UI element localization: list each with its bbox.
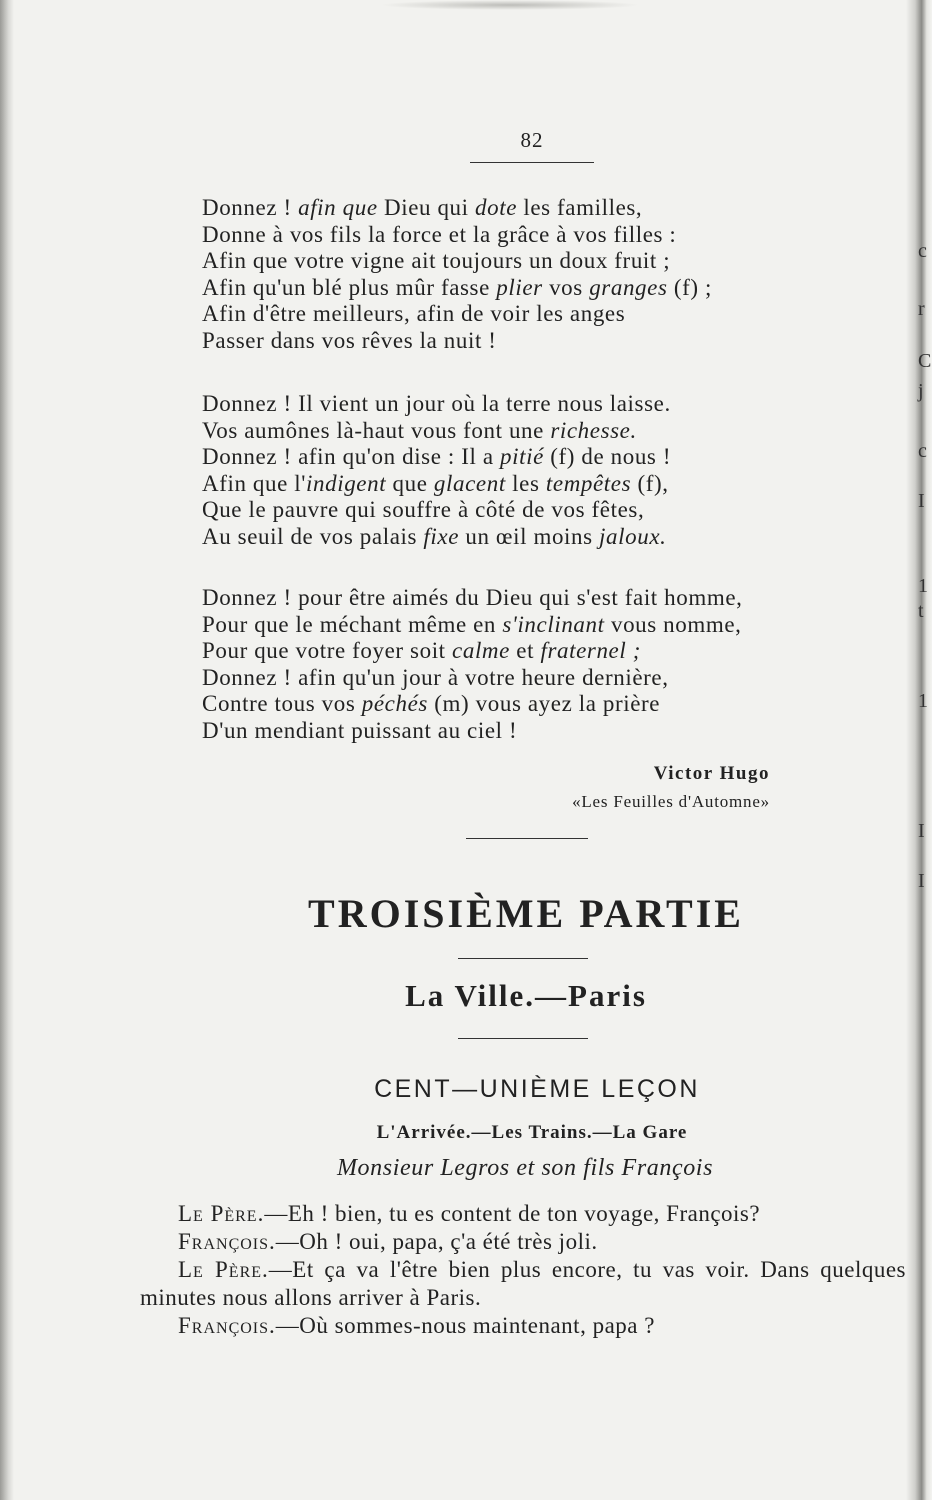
poem-text: Contre tous vos: [202, 691, 362, 716]
poem-text: vous nomme,: [604, 611, 742, 637]
poem-text: Donnez !: [202, 195, 299, 220]
dialogue-line: [140, 1256, 906, 1312]
page-left-edge: [0, 0, 14, 1500]
poem-line: [202, 222, 712, 249]
lesson-subtitle: L'Arrivée.—Les Trains.—La Gare: [376, 1122, 688, 1143]
poem-line: [202, 418, 671, 445]
lesson-dialogue: [140, 1200, 906, 1340]
poem-line: [202, 248, 712, 275]
poem-line: [202, 718, 743, 745]
poem-line: [202, 328, 712, 355]
spine-letter-fragment: I: [918, 820, 925, 842]
poem-text: et: [509, 638, 541, 663]
poem-text: Donnez ! afin qu'on dise : Il a: [202, 444, 500, 469]
poem-emphasis: dote: [475, 195, 517, 220]
poem-text: vos: [542, 274, 590, 300]
poem-emphasis: indigent: [306, 470, 387, 496]
poem-line: [202, 301, 712, 328]
poem-author: Victor Hugo: [653, 763, 770, 784]
poem-text: Donne à vos fils la force et la grâce à vos filles :: [202, 221, 677, 247]
poem-line: [202, 497, 671, 524]
lesson-title: CENT—UNIÈME LEÇON: [374, 1075, 700, 1103]
poem-line: [202, 195, 712, 222]
poem-text: un œil moins: [459, 523, 600, 549]
poem-stanza-1: [202, 195, 712, 354]
poem-line: [202, 524, 671, 551]
poem-emphasis: péchés: [361, 691, 428, 716]
poem-emphasis: tempêtes: [545, 470, 632, 496]
section-title-rule: [458, 1038, 588, 1039]
dialogue-speaker: Le Père.: [178, 1257, 269, 1282]
spine-letter-fragment: t: [918, 600, 924, 622]
header-rule: [470, 162, 594, 163]
part-title-rule: [458, 958, 588, 959]
poem-text: Afin que l': [202, 470, 307, 496]
poem-line: [202, 612, 743, 639]
dialogue-line: [140, 1312, 906, 1340]
poem-line: [202, 638, 743, 665]
poem-stanza-3: [202, 585, 743, 744]
poem-text: Passer dans vos rêves la nuit !: [202, 327, 497, 353]
poem-text: (m) vous ayez la prière: [427, 691, 661, 716]
poem-text: D'un mendiant puissant au ciel !: [202, 717, 518, 743]
poem-text: Que le pauvre qui souffre à côté de vos fêtes,: [202, 497, 645, 522]
poem-text: Donnez ! pour être aimés du Dieu qui s'est fait homme,: [202, 585, 743, 610]
poem-emphasis: jaloux.: [599, 523, 667, 549]
poem-emphasis: pitié: [500, 444, 544, 469]
page-number: 82: [520, 128, 544, 152]
spine-letter-fragment: I: [918, 490, 925, 512]
poem-emphasis: granges: [589, 274, 668, 300]
poem-text: Au seuil de vos palais: [202, 523, 424, 549]
poem-emphasis: calme: [452, 638, 510, 663]
lesson-characters: Monsieur Legros et son fils François: [336, 1155, 714, 1181]
spine-letter-fragment: c: [918, 440, 927, 462]
poem-line: [202, 391, 671, 418]
spine-letter-fragment: 1: [918, 575, 928, 597]
section-title: La Ville.—Paris: [405, 978, 647, 1013]
poem-emphasis: richesse.: [550, 417, 637, 443]
page-top-shadow: [380, 0, 640, 10]
poem-text: (f),: [631, 470, 669, 496]
poem-text: Donnez ! afin qu'un jour à votre heure dernière,: [202, 664, 669, 690]
poem-text: Pour que votre foyer soit: [202, 638, 453, 663]
poem-line: [202, 471, 671, 498]
poem-text: les familles,: [517, 195, 643, 220]
spine-letter-fragment: C: [918, 350, 932, 372]
dialogue-text: —Oh ! oui, papa, ç'a été très joli.: [275, 1229, 598, 1254]
poem-emphasis: glacent: [433, 470, 506, 496]
poem-emphasis: fraternel ;: [540, 638, 641, 663]
poem-text: Dieu qui: [377, 195, 475, 220]
dialogue-text: —Où sommes-nous maintenant, papa ?: [275, 1313, 655, 1338]
dialogue-line: [140, 1200, 906, 1228]
poem-text: que: [386, 470, 434, 496]
spine-letter-fragment: I: [918, 870, 925, 892]
poem-line: [202, 691, 743, 718]
poem-line: [202, 444, 671, 471]
part-title: TROISIÈME PARTIE: [308, 891, 744, 936]
dialogue-text: —Eh ! bien, tu es content de ton voyage, François?: [264, 1201, 761, 1226]
poem-text: Vos aumônes là-haut vous font une: [202, 417, 551, 443]
poem-emphasis: fixe: [423, 523, 460, 549]
poem-source: «Les Feuilles d'Automne»: [572, 792, 770, 811]
poem-emphasis: s'inclinant: [502, 611, 605, 637]
poem-text: Afin qu'un blé plus mûr fasse: [202, 274, 497, 300]
spine-letter-fragment: j: [918, 380, 924, 402]
book-spine-gutter: [906, 0, 932, 1500]
spine-letter-fragment: 1: [918, 690, 928, 712]
poem-stanza-2: [202, 391, 671, 550]
divider-rule: [466, 838, 588, 839]
poem-line: [202, 275, 712, 302]
poem-text: Afin d'être meilleurs, afin de voir les anges: [202, 301, 626, 326]
poem-emphasis: afin que: [298, 195, 378, 220]
spine-letter-fragment: r: [918, 298, 925, 320]
dialogue-text: —Et ça va l'être bien plus encore, tu vas voir. Dans quelques minutes nous allons arriver à Paris.: [140, 1257, 906, 1310]
poem-line: [202, 585, 743, 612]
poem-text: Pour que le méchant même en: [202, 611, 503, 637]
dialogue-speaker: François.: [178, 1229, 276, 1254]
poem-line: [202, 665, 743, 692]
poem-text: les: [505, 470, 546, 496]
dialogue-line: [140, 1228, 906, 1256]
spine-letter-fragment: c: [918, 240, 927, 262]
poem-text: (f) ;: [667, 274, 712, 300]
dialogue-speaker: Le Père.: [178, 1201, 265, 1226]
poem-emphasis: plier: [496, 274, 543, 300]
poem-text: (f) de nous !: [543, 444, 672, 469]
dialogue-speaker: François.: [178, 1313, 276, 1338]
poem-text: Donnez ! Il vient un jour où la terre nous laisse.: [202, 391, 671, 416]
poem-text: Afin que votre vigne ait toujours un doux fruit ;: [202, 248, 671, 273]
